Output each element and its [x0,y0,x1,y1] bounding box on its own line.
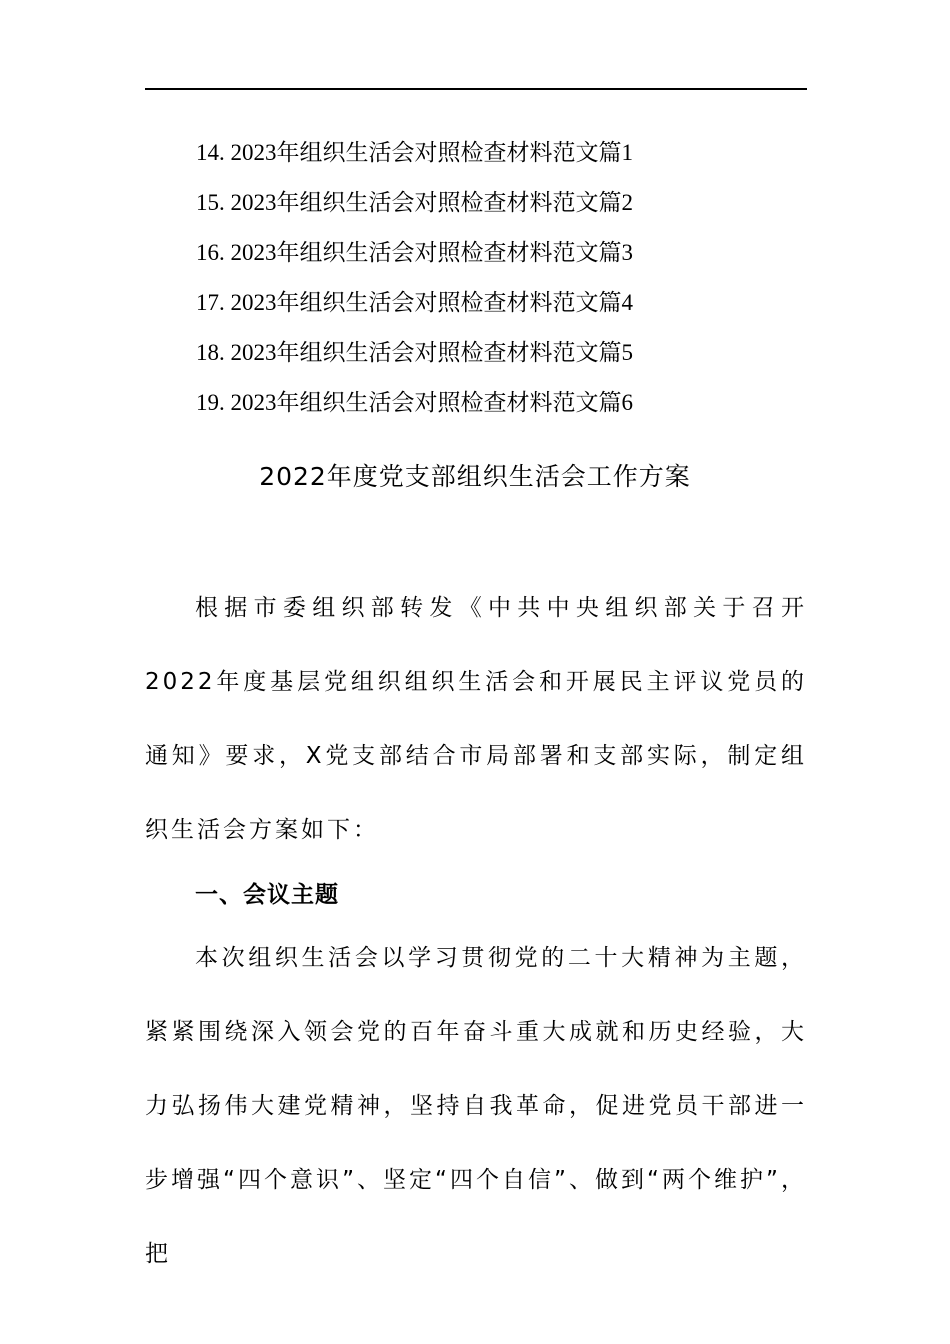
toc-item-18: 18. 2023年组织生活会对照检查材料范文篇5 [196,340,633,365]
document-title: 2022年度党支部组织生活会工作方案 [259,462,691,491]
meeting-theme-paragraph: 本次组织生活会以学习贯彻党的二十大精神为主题，紧紧围绕深入领会党的百年奋斗重大成就和历史经验，大力弘扬伟大建党精神，坚持自我革命，促进党员干部进一步增强“四个意识”、坚定“四个自信”、做到“两个维护”，把 [145,945,807,1267]
intro-paragraph: 根据市委组织部转发《中共中央组织部关于召开2022年度基层党组织组织生活会和开展民主评议党员的通知》要求，X党支部结合市局部署和支部实际，制定组织生活会方案如下： [145,595,807,843]
table-of-contents [196,128,633,428]
header-rule [145,88,807,90]
toc-item-17: 17. 2023年组织生活会对照检查材料范文篇4 [196,290,633,315]
toc-item-15: 15. 2023年组织生活会对照检查材料范文篇2 [196,190,633,215]
toc-item-16: 16. 2023年组织生活会对照检查材料范文篇3 [196,240,633,265]
toc-item-19: 19. 2023年组织生活会对照检查材料范文篇6 [196,390,633,415]
toc-item-14: 14. 2023年组织生活会对照检查材料范文篇1 [196,140,633,165]
section-heading-meeting-theme: 一、会议主题 [195,882,339,908]
